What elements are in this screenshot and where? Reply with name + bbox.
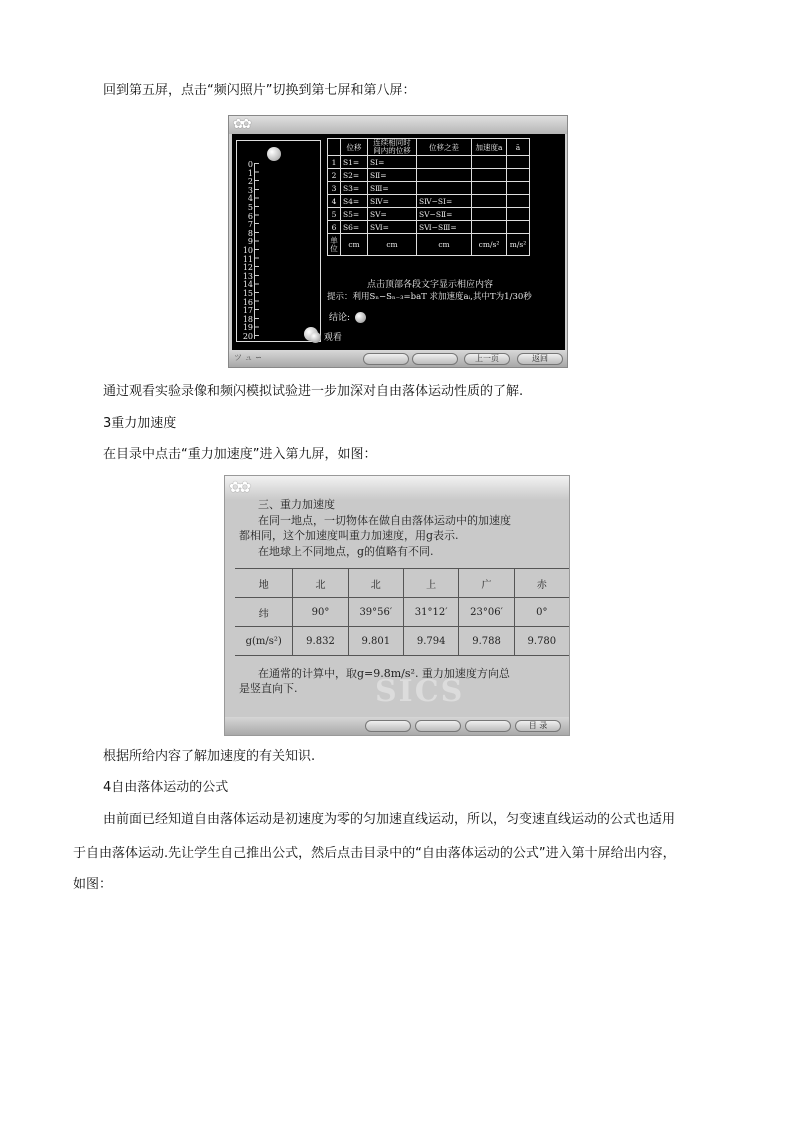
gravity-cell: 上 — [403, 569, 458, 598]
gravity-cell: 9.794 — [403, 627, 458, 656]
ruler-number: 15 — [242, 288, 253, 298]
table-cell: 4 — [328, 195, 341, 208]
ruler-numbers — [239, 161, 253, 341]
gear-icon: ✿✿ — [233, 117, 249, 132]
conclusion — [329, 310, 366, 323]
table-cell — [507, 182, 530, 195]
paragraph-enter-ninth-screen: 在目录中点击“重力加速度”进入第九屏，如图： — [103, 447, 377, 462]
table-cell: SⅤ−SⅡ= — [417, 208, 472, 221]
ruler-number: 1 — [247, 168, 253, 178]
ruler-number: 12 — [242, 263, 253, 273]
note-line-2: 是竖直向下. — [239, 682, 298, 695]
table-cell — [507, 195, 530, 208]
instruction-text: 点击顶部各段文字显示相应内容 — [367, 280, 494, 290]
gravity-cell: 9.832 — [293, 627, 348, 656]
gravity-cell: 90° — [293, 598, 348, 627]
paragraph-switch-screens: 回到第五屏，点击“频闪照片”切换到第七屏和第八屏： — [103, 83, 416, 98]
gravity-cell: 9.780 — [514, 627, 569, 656]
table-header-row — [328, 139, 530, 156]
place-row — [235, 569, 569, 598]
table-cell: S2= — [341, 169, 368, 182]
gravity-cell: 赤 — [514, 569, 569, 598]
table-cell — [472, 195, 507, 208]
paragraph-learn-acceleration: 根据所给内容了解加速度的有关知识. — [103, 749, 316, 764]
ruler-number: 8 — [247, 228, 253, 238]
table-cell: SⅠ= — [368, 156, 417, 169]
table-cell: 2 — [328, 169, 341, 182]
table-cell — [472, 156, 507, 169]
gravity-cell: 地 — [235, 569, 293, 598]
conclusion-play-button[interactable] — [355, 312, 366, 323]
table-cell — [507, 221, 530, 234]
table-cell: SⅥ−SⅢ= — [417, 221, 472, 234]
prev-page-button[interactable]: 上一页 — [464, 353, 510, 365]
ruler-number: 3 — [247, 185, 253, 195]
header-text: 连续相同时间内的位移 — [373, 138, 411, 155]
nav-blank-button[interactable] — [415, 720, 461, 732]
ruler-number: 4 — [247, 194, 253, 204]
table-cell — [417, 156, 472, 169]
gravity-cell: 广 — [459, 569, 514, 598]
displacement-table — [327, 138, 530, 256]
header-cell[interactable]: ā — [507, 139, 530, 156]
table-cell: SⅡ= — [368, 169, 417, 182]
physics-watermark: SICS — [375, 674, 465, 709]
table-cell — [417, 182, 472, 195]
ruler-number: 16 — [242, 297, 253, 307]
table-cell: SⅣ−SⅠ= — [417, 195, 472, 208]
header-cell[interactable]: 位移 — [341, 139, 368, 156]
watch-label[interactable]: 观看 — [323, 333, 342, 343]
table-cell — [472, 221, 507, 234]
table-cell — [472, 169, 507, 182]
header-cell[interactable]: 位移之差 — [417, 139, 472, 156]
unit-cell: cm/s² — [472, 234, 507, 256]
unit-row — [328, 234, 530, 256]
table-cell — [472, 182, 507, 195]
back-button[interactable]: 返回 — [517, 353, 563, 365]
table-cell — [472, 208, 507, 221]
strobe-photo-screenshot — [228, 115, 568, 368]
note-line-1: 在通常的计算中，取g=9.8m/s². 重力加速度方向总 — [258, 667, 510, 680]
gravity-cell: 9.801 — [348, 627, 403, 656]
ruler-number: 14 — [242, 280, 253, 290]
navigation-bar — [229, 350, 567, 367]
ruler-ticks — [254, 163, 259, 339]
ruler-number: 13 — [242, 271, 253, 281]
falling-ball-top — [267, 147, 281, 161]
table-cell: 5 — [328, 208, 341, 221]
header-cell[interactable] — [368, 139, 417, 156]
gravity-cell: 9.788 — [459, 627, 514, 656]
contents-button[interactable]: 目 录 — [515, 720, 561, 732]
navigation-bar — [225, 717, 569, 735]
nav-blank-button[interactable] — [365, 720, 411, 732]
unit-cell: m/s² — [507, 234, 530, 256]
ruler-number: 11 — [242, 254, 253, 264]
gravity-cell: 北 — [293, 569, 348, 598]
gravity-table — [235, 568, 569, 656]
table-row — [328, 156, 530, 169]
nav-blank-button[interactable] — [412, 353, 458, 365]
nav-blank-button[interactable] — [363, 353, 409, 365]
watch — [308, 330, 342, 343]
table-cell — [507, 169, 530, 182]
ruler-number: 9 — [247, 237, 253, 247]
gravity-cell: 北 — [348, 569, 403, 598]
ruler-number: 10 — [242, 245, 253, 255]
nav-blank-button[interactable] — [465, 720, 511, 732]
hint-text: 提示：利用Sₙ−Sₙ₋₃=baT 求加速度aᵢ,其中T为1/30秒 — [327, 292, 532, 302]
latitude-row — [235, 598, 569, 627]
ruler-number: 17 — [242, 306, 253, 316]
table-cell: SⅥ= — [368, 221, 417, 234]
table-cell: SⅣ= — [368, 195, 417, 208]
g-value-row — [235, 627, 569, 656]
table-cell: 1 — [328, 156, 341, 169]
ruler-number: 0 — [247, 160, 253, 169]
table-row — [328, 208, 530, 221]
table-cell: S4= — [341, 195, 368, 208]
title-bar — [229, 116, 567, 134]
ruler-number: 20 — [242, 331, 253, 341]
ruler-number: 19 — [242, 323, 253, 333]
black-screen — [232, 134, 565, 352]
table-row — [328, 169, 530, 182]
heading-gravity-acceleration: 3重力加速度 — [103, 416, 177, 431]
table-cell — [417, 169, 472, 182]
unit-cell: cm — [341, 234, 368, 256]
gravity-cell: 0° — [514, 598, 569, 627]
unit-cell: 单位 — [328, 234, 341, 256]
table-cell: S3= — [341, 182, 368, 195]
table-row — [328, 195, 530, 208]
gravity-cell: 31°12′ — [403, 598, 458, 627]
unit-cell: cm — [368, 234, 417, 256]
table-cell: SⅤ= — [368, 208, 417, 221]
section-title: 三、重力加速度 — [258, 498, 335, 511]
gravity-cell: g(m/s²) — [235, 627, 293, 656]
heading-free-fall-formula: 4自由落体运动的公式 — [103, 780, 229, 795]
table-cell: 3 — [328, 182, 341, 195]
paragraph-observe: 通过观看实验录像和频闪模拟试验进一步加深对自由落体运动性质的了解. — [103, 384, 524, 399]
gravity-cell: 39°56′ — [348, 598, 403, 627]
table-cell: SⅢ= — [368, 182, 417, 195]
unit-cell: cm — [417, 234, 472, 256]
ruler-number: 7 — [247, 220, 253, 230]
strobe-ruler — [236, 140, 321, 342]
gravity-cell: 23°06′ — [459, 598, 514, 627]
gravity-cell: 纬 — [235, 598, 293, 627]
gear-icon: ✿✿ — [229, 478, 249, 496]
table-row — [328, 221, 530, 234]
ruler-number: 5 — [247, 202, 253, 212]
table-cell: S6= — [341, 221, 368, 234]
watch-play-button[interactable] — [310, 332, 321, 343]
table-cell: S1= — [341, 156, 368, 169]
table-cell: S5= — [341, 208, 368, 221]
table-row — [328, 182, 530, 195]
paragraph-formula-line-2: 于自由落体运动.先让学生自己推出公式，然后点击目录中的“自由落体运动的公式”进入第十屏给出内容， — [73, 846, 676, 861]
conclusion-label: 结论: — [329, 313, 351, 323]
table-cell — [507, 208, 530, 221]
bottom-icons: ツ ュ ∽ — [234, 353, 262, 362]
header-cell[interactable]: 加速度a — [472, 139, 507, 156]
definition-line-1: 在同一地点，一切物体在做自由落体运动中的加速度 — [258, 514, 511, 527]
ruler-number: 6 — [247, 211, 253, 221]
header-cell — [328, 139, 341, 156]
ruler-number: 2 — [247, 177, 253, 187]
table-cell — [507, 156, 530, 169]
gravity-acceleration-screenshot — [224, 475, 570, 736]
paragraph-formula-line-3: 如图： — [73, 877, 113, 892]
definition-line-3: 在地球上不同地点，g的值略有不同. — [258, 545, 434, 558]
paragraph-formula-line-1: 由前面已经知道自由落体运动是初速度为零的匀加速直线运动，所以，匀变速直线运动的公式也适用 — [103, 812, 676, 827]
ruler-number: 18 — [242, 314, 253, 324]
table-cell: 6 — [328, 221, 341, 234]
definition-line-2: 都相同，这个加速度叫重力加速度，用g表示. — [239, 529, 459, 542]
